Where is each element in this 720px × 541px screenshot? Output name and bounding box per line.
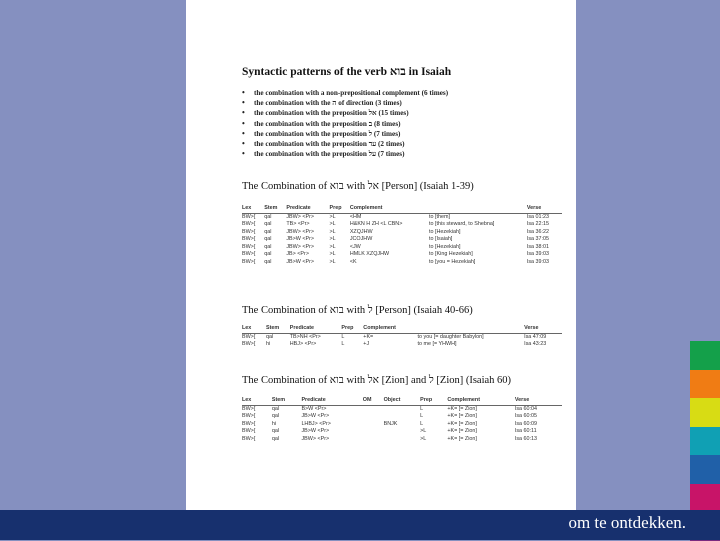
table-cell: Isa 22:15 xyxy=(526,221,550,228)
table-cell xyxy=(384,436,421,444)
table-cell: <K xyxy=(349,259,357,266)
table-cell: >L xyxy=(329,259,336,266)
column-header: Verse xyxy=(524,325,562,333)
table-cell: qal xyxy=(266,333,274,340)
list-item: • the combination with the preposition על (7 times) xyxy=(242,149,448,159)
table-cell: BW>[ xyxy=(242,259,256,266)
table-cell: Isa 47:09 xyxy=(524,333,547,340)
list-item: • the combination with the preposition ב (8 times) xyxy=(242,119,448,129)
column-header xyxy=(418,325,525,333)
table-cell: qal xyxy=(264,213,272,220)
table-cell: Isa 39:03 xyxy=(526,259,550,266)
table-cell: Isa 60:05 xyxy=(514,413,538,420)
table-cell: BW>[ xyxy=(242,428,256,435)
table-cell: <HM xyxy=(349,213,362,220)
column-header: Predicate xyxy=(290,325,342,333)
table-cell: BW>[ xyxy=(242,420,256,427)
table-cell: BW>[ xyxy=(242,251,256,258)
table-cell: BW>[ xyxy=(242,413,256,420)
table-cell: +K= [= Zion] xyxy=(447,428,477,435)
table-cell: BW>[ xyxy=(242,221,256,228)
column-header: Predicate xyxy=(301,397,362,405)
table-cell: +K= [= Zion] xyxy=(447,435,477,442)
column-header: Stem xyxy=(272,397,302,405)
table-cell: +K= [= Zion] xyxy=(447,413,477,420)
table-cell: +K= xyxy=(363,333,374,340)
table-cell: qal xyxy=(264,228,272,235)
table-cell: L xyxy=(420,420,424,427)
column-header: Prep xyxy=(420,397,447,405)
table-cell: to you [= daughter Babylon] xyxy=(417,333,484,340)
table-cell: Isa 01:23 xyxy=(526,213,550,220)
section-title-zion: The Combination of בוא with אל [Zion] and ל [Zion] (Isaiah 60) xyxy=(242,375,512,386)
table-cell: >L xyxy=(329,236,336,243)
table-header-row xyxy=(242,205,562,213)
color-block xyxy=(690,484,720,513)
table-cell: JB>W <Pr> xyxy=(301,428,330,435)
table-cell: hi xyxy=(271,420,277,427)
section-title-le-person: The Combination of בוא with ל [Person] (Isaiah 40-66) xyxy=(242,305,473,316)
table-cell: JBW> <Pr> xyxy=(301,435,330,442)
table-cell: qal xyxy=(264,251,272,258)
table-cell: hi xyxy=(266,341,271,348)
column-header: Stem xyxy=(266,325,290,333)
table-row xyxy=(242,213,562,221)
table-cell: TB> <Pr> xyxy=(286,221,310,228)
table-cell: BW>[ xyxy=(242,228,256,235)
table-cell: >L xyxy=(329,213,336,220)
table-cell: qal xyxy=(271,405,280,412)
pattern-list xyxy=(242,88,448,159)
table-cell: Isa 60:09 xyxy=(514,420,538,427)
list-item: • the combination with a non-prepositional complement (6 times) xyxy=(242,88,448,98)
table-cell: >L xyxy=(420,428,427,435)
table-cell: TB>NH <Pr> xyxy=(289,333,321,340)
table-cell: qal xyxy=(264,236,272,243)
list-item: • the combination with the preposition אל (15 times) xyxy=(242,108,448,118)
table-cell: +J xyxy=(363,341,370,348)
table-cell: B>W <Pr> xyxy=(301,405,327,412)
table-el-person xyxy=(242,205,562,267)
table-cell: LHBJ> <Pr> xyxy=(301,420,331,427)
table-row xyxy=(242,333,562,341)
column-header: Lex xyxy=(242,205,264,213)
table-cell: +K= [= Zion] xyxy=(447,420,477,427)
table-cell: to me [= YHWH] xyxy=(417,341,457,348)
table-cell: JB>W <Pr> xyxy=(286,236,315,243)
table-cell: JB>W <Pr> xyxy=(301,413,330,420)
table-cell: L xyxy=(420,413,424,420)
column-header: Verse xyxy=(515,397,562,405)
table-cell xyxy=(363,413,384,421)
table-cell: >L xyxy=(329,251,336,258)
section-title-el-person: The Combination of בוא with אל [Person] (Isaiah 1-39) xyxy=(242,181,474,192)
table-cell: qal xyxy=(264,259,272,266)
table-cell xyxy=(384,405,421,413)
table-cell xyxy=(363,421,384,429)
column-header: Complement xyxy=(350,205,429,213)
table-row xyxy=(242,221,562,229)
table-le-person xyxy=(242,325,562,349)
list-item: • the combination with the preposition עד (2 times) xyxy=(242,139,448,149)
table-zion xyxy=(242,397,562,443)
table-row xyxy=(242,405,562,413)
column-header: Verse xyxy=(527,205,562,213)
column-header: Lex xyxy=(242,325,266,333)
table-cell: BW>[ xyxy=(242,341,256,348)
column-header xyxy=(429,205,527,213)
table-cell: qal xyxy=(264,243,272,250)
table-cell: JCOJHW xyxy=(349,236,373,243)
table-cell: BW>[ xyxy=(242,405,256,412)
table-cell xyxy=(363,405,384,413)
table-cell: >L xyxy=(329,228,336,235)
table-cell: to [you = Hezekiah] xyxy=(429,259,476,266)
table-cell: Isa 38:01 xyxy=(526,243,550,250)
table-cell: to [Hezekiah] xyxy=(429,243,461,250)
table-cell: BW>[ xyxy=(242,435,256,442)
table-cell: Isa 36:22 xyxy=(526,228,550,235)
table-row xyxy=(242,229,562,237)
color-block xyxy=(690,427,720,456)
column-header: OM xyxy=(363,397,384,405)
table-cell: >L xyxy=(329,243,336,250)
table-cell: >L xyxy=(420,435,427,442)
table-cell: JBW> <Pr> xyxy=(286,228,315,235)
table-cell: qal xyxy=(264,221,272,228)
table-header-row xyxy=(242,397,562,405)
table-cell: BW>[ xyxy=(242,333,256,340)
table-cell xyxy=(384,428,421,436)
table-row xyxy=(242,436,562,444)
table-cell: H&KN H ZH <L CBN> xyxy=(349,221,403,228)
column-header: Prep xyxy=(330,205,350,213)
table-cell: to [this steward, to Shebna] xyxy=(429,221,495,228)
table-row xyxy=(242,259,562,267)
table-cell: L xyxy=(341,333,345,340)
column-header: Prep xyxy=(341,325,363,333)
table-row xyxy=(242,421,562,429)
column-header: Complement xyxy=(447,397,514,405)
table-row xyxy=(242,251,562,259)
table-cell: BW>[ xyxy=(242,213,256,220)
table-cell xyxy=(363,428,384,436)
table-cell: +K= [= Zion] xyxy=(447,405,477,412)
table-row xyxy=(242,428,562,436)
document-page xyxy=(186,0,576,540)
table-cell: Isa 37:05 xyxy=(526,236,550,243)
table-cell: L xyxy=(420,405,424,412)
table-cell: BW>[ xyxy=(242,236,256,243)
table-cell: HMLK XZQJHW xyxy=(349,251,390,258)
table-cell: qal xyxy=(271,413,280,420)
table-cell: Isa 60:13 xyxy=(514,435,538,442)
table-cell: BNJK xyxy=(383,420,398,427)
table-cell: to [Hezekiah] xyxy=(429,228,461,235)
table-cell xyxy=(384,413,421,421)
table-header-row xyxy=(242,325,562,333)
table-cell: JBW> <Pr> xyxy=(286,243,315,250)
list-item: • the combination with the preposition ל (7 times) xyxy=(242,129,448,139)
table-cell: Isa 43:23 xyxy=(524,341,547,348)
table-cell: qal xyxy=(271,428,280,435)
table-row xyxy=(242,236,562,244)
table-cell: qal xyxy=(271,435,280,442)
table-cell: to [King Hezekiah] xyxy=(429,251,473,258)
table-cell: JB> <Pr> xyxy=(286,251,309,258)
footer-text: om te ontdekken. xyxy=(568,513,686,532)
table-cell: JBW> <Pr> xyxy=(286,213,315,220)
table-cell: L xyxy=(341,341,345,348)
table-row xyxy=(242,244,562,252)
table-cell: <JW xyxy=(349,243,361,250)
table-cell: Isa 60:04 xyxy=(514,405,538,412)
table-cell: BW>[ xyxy=(242,243,256,250)
table-cell: JB>W <Pr> xyxy=(286,259,315,266)
table-cell xyxy=(363,436,384,444)
table-row xyxy=(242,413,562,421)
color-block xyxy=(690,370,720,399)
table-cell: Isa 60:11 xyxy=(514,428,537,435)
table-cell: Isa 39:03 xyxy=(526,251,550,258)
color-block xyxy=(690,455,720,484)
column-header: Stem xyxy=(264,205,286,213)
column-header: Predicate xyxy=(286,205,329,213)
document-title: Syntactic patterns of the verb בוא in Isaiah xyxy=(242,66,452,78)
table-cell: HBJ> <Pr> xyxy=(289,341,317,348)
table-row xyxy=(242,341,562,349)
table-cell: >L xyxy=(329,221,336,228)
color-block xyxy=(690,398,720,427)
table-cell: to [them] xyxy=(429,213,451,220)
column-header: Complement xyxy=(363,325,417,333)
color-block xyxy=(690,341,720,370)
column-header: Lex xyxy=(242,397,272,405)
column-header: Object xyxy=(384,397,421,405)
table-cell: to [Isaiah] xyxy=(429,236,453,243)
table-cell: XZQJHW xyxy=(349,228,373,235)
list-item: • the combination with the ה of direction (3 times) xyxy=(242,98,448,108)
